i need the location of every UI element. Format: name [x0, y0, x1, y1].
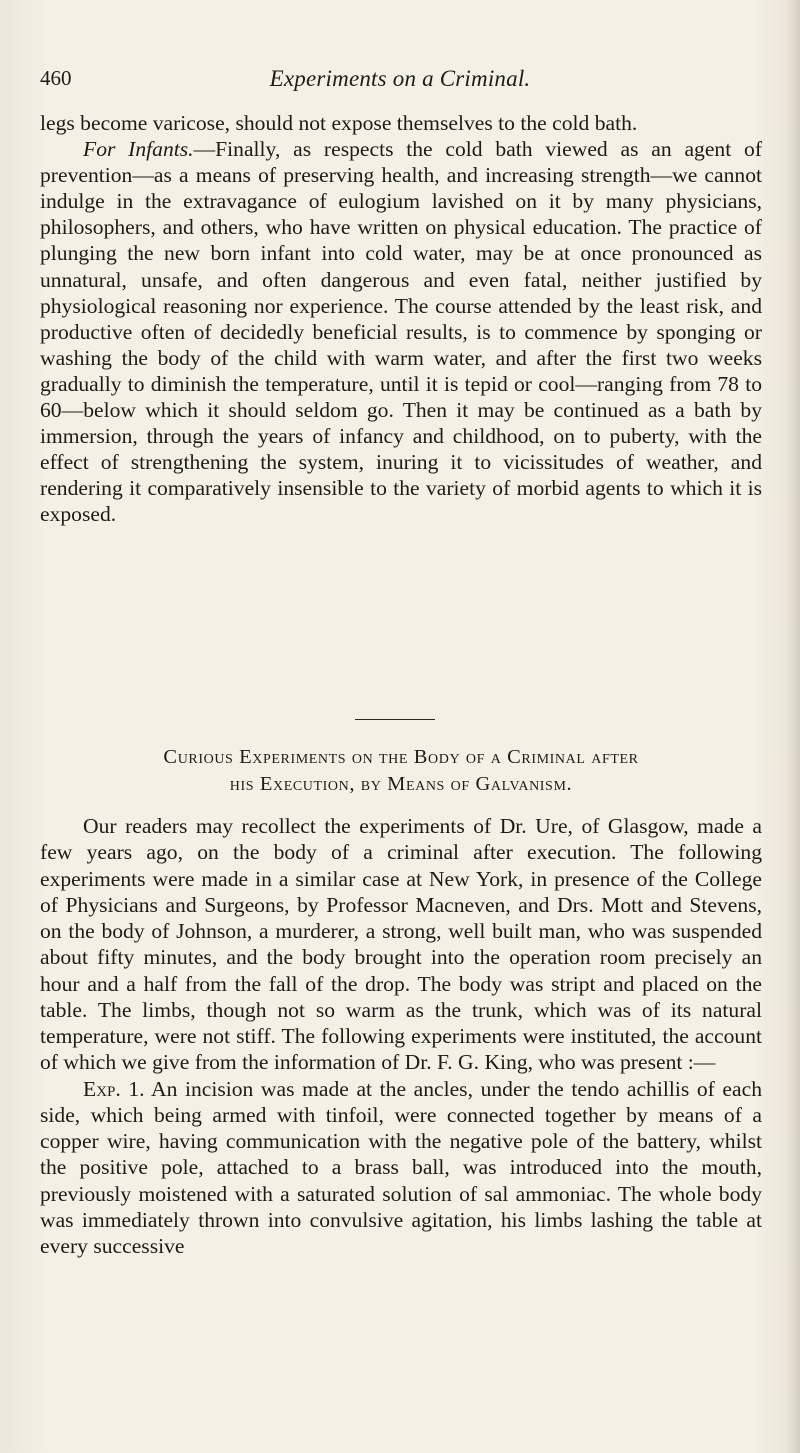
article-text: [40, 813, 762, 1259]
running-head: [40, 66, 760, 96]
paragraph-readers-recollect: Our readers may recollect the experiments of Dr. Ure, of Glasgow, made a few years ago, on the body of a criminal after execution. The following experiments were made in a similar case at New York, in presence of the College of Physicians and Surgeons, by Professor Macneven, and Drs. Mott and Stevens, on the body of Johnson, a murderer, a strong, well built man, who was suspended about fifty minutes, and the body brought into the operation room precisely an hour and a half from the fall of the drop. The body was stript and placed on the table. The limbs, though not so warm as the trunk, which was of its natural temperature, were not stiff. The following experiments were instituted, the account of which we give from the information of Dr. F. G. King, who was present :—: [40, 814, 762, 1075]
for-infants-text: —Finally, as respects the cold bath viewed as an agent of prevention—as a means of preserving health, and increasing strength—we cannot indulge in the extravagance of eulogium lavished on it by many physicians, philosophers, and others, who have written on physical education. The practice of plunging the new born infant into cold water, may be at once pronounced as unnatural, unsafe, and often dangerous and even fatal, neither justified by physiological reasoning nor experience. The course attended by the least risk, and productive often of decidedly beneficial results, is to commence by sponging or washing the body of the child with warm water, and after the first two weeks gradually to diminish the temperature, until it is tepid or cool—ranging from 78 to 60—below which it should seldom go. Then it may be continued as a bath by immersion, through the years of infancy and childhood, on to puberty, with the effect of strengthening the system, inuring it to vicissitudes of weather, and rendering it comparatively insensible to the variety of morbid agents to which it is exposed.: [40, 137, 763, 527]
paragraph-for-infants: [40, 136, 762, 527]
article-heading-line-2: his Execution, by Means of Galvanism.: [229, 773, 573, 795]
running-title: Experiments on a Criminal.: [269, 66, 531, 91]
page-edge-shadow: [786, 0, 800, 1453]
experiment-text: An incision was made at the ancles, under the tendo achillis of each side, which being armed with tinfoil, were connected together by means of a copper wire, having communication with the negative pole of the battery, whilst the positive pole, attached to a brass ball, was introduced into the mouth, previously moistened with a saturated solution of sal ammoniac. The whole body was immediately thrown into convulsive agitation, his limbs lashing the table at every successive: [40, 1076, 762, 1258]
paragraph-experiment-1: [40, 1076, 762, 1260]
experiment-label: Exp. 1.: [83, 1076, 145, 1101]
article-heading-line-1: Curious Experiments on the Body of a Criminal after: [163, 746, 639, 768]
page-number: 460: [40, 66, 72, 90]
paragraph-cold-bath-end: legs become varicose, should not expose themselves to the cold bath.: [40, 111, 638, 135]
section-divider: [355, 719, 435, 720]
for-infants-label: For Infants.: [83, 137, 194, 162]
article-heading: [40, 744, 762, 798]
body-text: [40, 110, 762, 528]
